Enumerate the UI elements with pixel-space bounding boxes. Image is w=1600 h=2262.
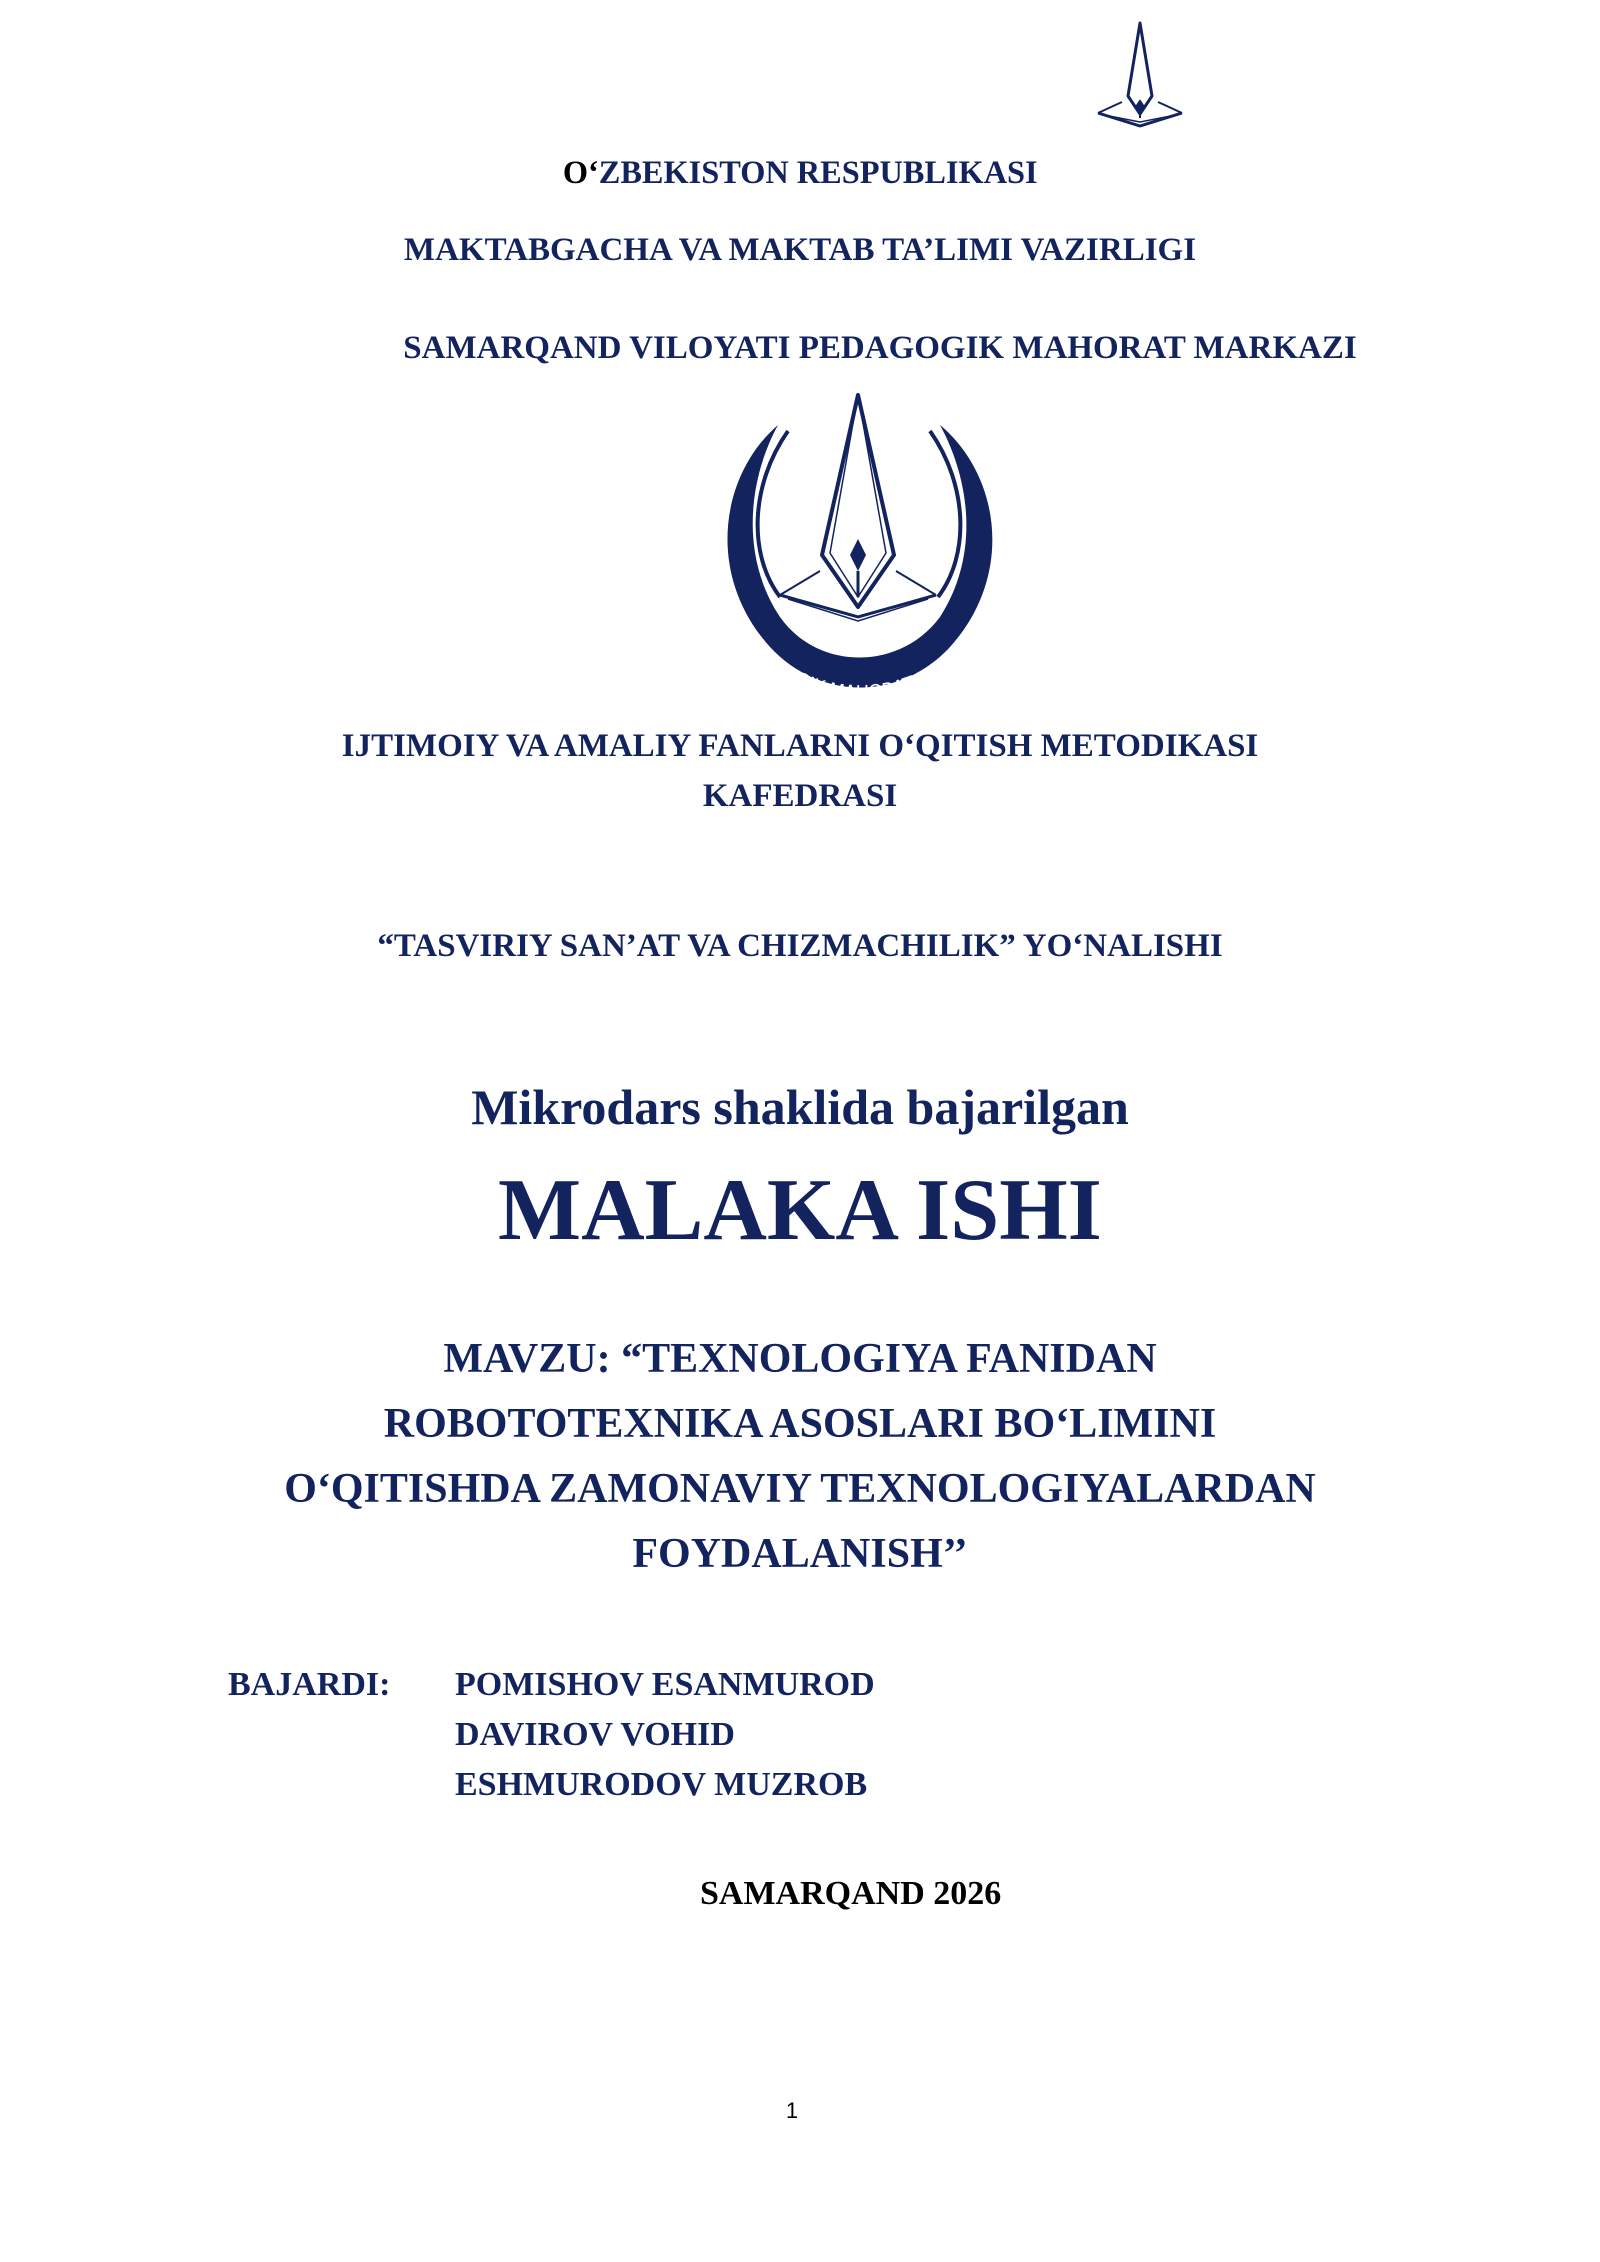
author-name-2: DAVIROV VOHID [455,1716,735,1753]
department-text-2: KAFEDRASI [702,778,898,814]
place-year: SAMARQAND 2026 [700,1875,1002,1912]
direction-heading [0,928,1600,965]
country-heading [0,155,1600,192]
topic-text-4: FOYDALANISH’’ [632,1531,968,1577]
authors-label: BAJARDI: [228,1666,391,1703]
svg-text:SAMARQAND VILOYATI: SAMARQAND VILOYATI [763,619,957,681]
title-text: MALAKA ISHI [498,1162,1102,1259]
author-name-1: POMISHOV ESANMUROD [455,1666,875,1703]
pen-nib-logo-icon [1090,18,1190,128]
institution-logo-icon [700,385,1016,701]
country-prefix: O‘ [562,155,599,191]
subtitle-text: Mikrodars shaklida bajarilgan [471,1079,1129,1135]
ministry-heading [0,232,1600,269]
department-line-1 [0,728,1600,765]
svg-text:PEDAGOGIK MAHORAT MARKAZI: PEDAGOGIK MAHORAT MARKAZI [732,623,988,701]
topic-text-3: O‘QITISHDA ZAMONAVIY TEXNOLOGIYALARDAN [284,1466,1316,1512]
center-heading [80,330,1600,367]
ministry-text: MAKTABGACHA VA MAKTAB TA’LIMI VAZIRLIGI [403,232,1197,268]
direction-text: “TASVIRIY SAN’AT VA CHIZMACHILIK” YO‘NALISHI [377,928,1223,964]
topic-line-1 [0,1335,1600,1383]
topic-text-1: MAVZU: “TEXNOLOGIYA FANIDAN [443,1336,1157,1382]
topic-line-4 [0,1530,1600,1578]
department-text-1: IJTIMOIY VA AMALIY FANLARNI O‘QITISH METODIKASI [341,728,1259,764]
country-rest: ZBEKISTON RESPUBLIKASI [598,155,1038,191]
topic-text-2: ROBOTOTEXNIKA ASOSLARI BO‘LIMINI [383,1401,1217,1447]
author-name-3: ESHMURODOV MUZROB [455,1766,868,1803]
topic-line-3 [0,1465,1600,1513]
subtitle [0,1078,1600,1136]
page-number: 1 [785,2098,799,2123]
department-line-2 [0,778,1600,815]
document-title [0,1160,1600,1261]
center-text: SAMARQAND VILOYATI PEDAGOGIK MAHORAT MARKAZI [403,330,1357,366]
topic-line-2 [0,1400,1600,1448]
